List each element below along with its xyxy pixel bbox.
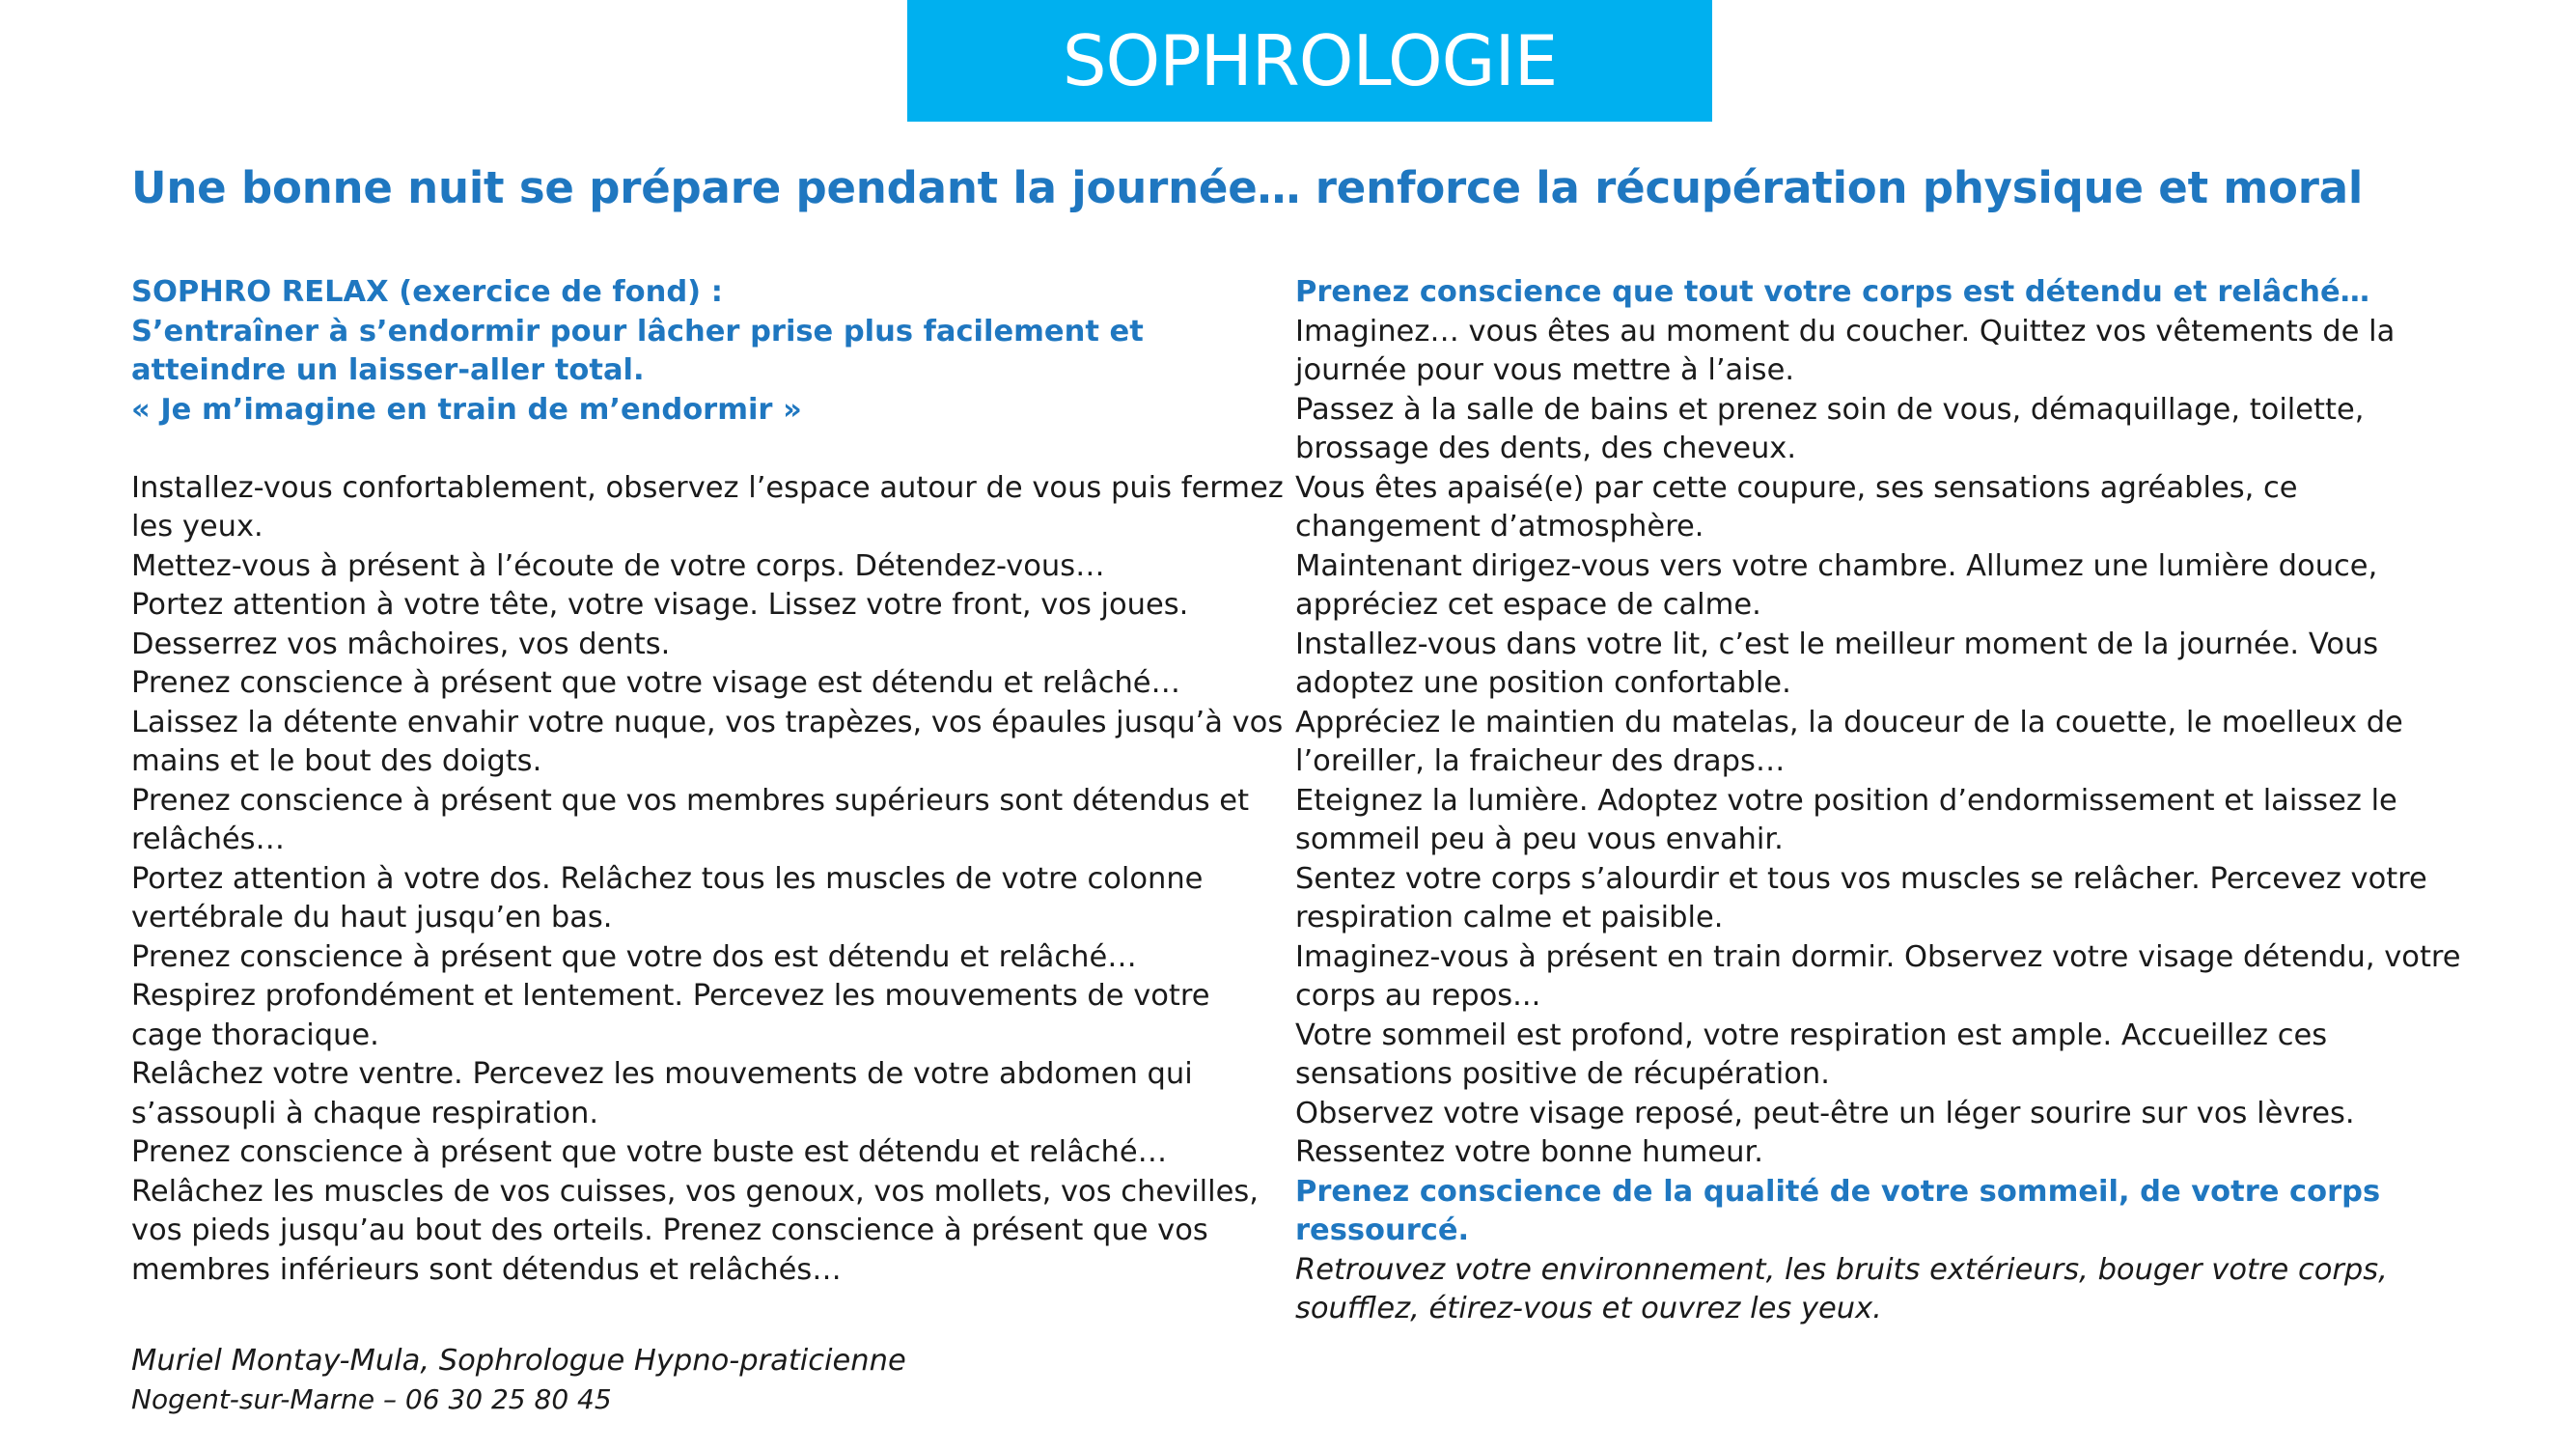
- right-paragraph: Eteignez la lumière. Adoptez votre position d’endormissement et laissez le sommeil peu à peu vous envahir.: [1295, 783, 2397, 856]
- title-banner: [907, 0, 1712, 122]
- left-paragraph: Prenez conscience à présent que votre buste est détendu et relâché…: [131, 1135, 1168, 1169]
- right-closing-heading: Prenez conscience de la qualité de votre sommeil, de votre corps ressourcé.: [1295, 1174, 2381, 1247]
- author-signature: Muriel Montay-Mula, Sophrologue Hypno-praticienne: [131, 1344, 906, 1378]
- left-paragraph: Prenez conscience à présent que votre dos est détendu et relâché…: [131, 939, 1137, 974]
- right-paragraph: Imaginez… vous êtes au moment du coucher. Quittez vos vêtements de la journée pour vous mettre à l’aise.: [1295, 314, 2396, 387]
- left-paragraph: Mettez-vous à présent à l’écoute de votre corps. Détendez-vous…: [131, 548, 1105, 583]
- left-paragraph: Respirez profondément et lentement. Percevez les mouvements de votre cage thoracique.: [131, 979, 1210, 1052]
- right-paragraph: Appréciez le maintien du matelas, la douceur de la couette, le moelleux de l’oreiller, la fraicheur des draps…: [1295, 705, 2403, 778]
- author-contact: Nogent-sur-Marne – 06 30 25 80 45: [131, 1383, 612, 1415]
- left-paragraph: Prenez conscience à présent que votre visage est détendu et relâché…: [131, 666, 1181, 700]
- right-paragraph: Installez-vous dans votre lit, c’est le meilleur moment de la journée. Vous adoptez une position confortable.: [1295, 627, 2379, 700]
- left-column: [131, 273, 1285, 1290]
- left-heading-exercise: SOPHRO RELAX (exercice de fond) :: [131, 275, 723, 309]
- page-subtitle: Une bonne nuit se prépare pendant la journée… renforce la récupération physique et moral: [131, 162, 2364, 213]
- right-paragraph: Passez à la salle de bains et prenez soin de vous, démaquillage, toilette, brossage des dents, des cheveux.: [1295, 392, 2365, 465]
- right-paragraph: Sentez votre corps s’alourdir et tous vos muscles se relâcher. Percevez votre respiration calme et paisible.: [1295, 861, 2427, 934]
- right-paragraph: Vous êtes apaisé(e) par cette coupure, ses sensations agréables, ce changement d’atmosphère.: [1295, 470, 2298, 544]
- left-paragraph: Desserrez vos mâchoires, vos dents.: [131, 627, 671, 661]
- right-paragraph: Observez votre visage reposé, peut-être un léger sourire sur vos lèvres.: [1295, 1096, 2355, 1130]
- left-paragraph: Portez attention à votre tête, votre visage. Lissez votre front, vos joues.: [131, 588, 1189, 622]
- left-paragraph: Installez-vous confortablement, observez l’espace autour de vous puis fermez les yeux.: [131, 470, 1284, 544]
- right-paragraph: Imaginez-vous à présent en train dormir. Observez votre visage détendu, votre corps au repos...: [1295, 939, 2461, 1013]
- left-paragraph: Laissez la détente envahir votre nuque, vos trapèzes, vos épaules jusqu’à vos mains et le bout des doigts.: [131, 705, 1284, 778]
- left-paragraph: Portez attention à votre dos. Relâchez tous les muscles de votre colonne vertébrale du haut jusqu’en bas.: [131, 861, 1204, 934]
- right-paragraph: Votre sommeil est profond, votre respiration est ample. Accueillez ces sensations positive de récupération.: [1295, 1018, 2328, 1091]
- left-heading-quote: « Je m’imagine en train de m’endormir »: [131, 392, 802, 427]
- left-paragraph: Prenez conscience à présent que vos membres supérieurs sont détendus et relâchés…: [131, 783, 1250, 856]
- right-closing-instruction: Retrouvez votre environnement, les bruits extérieurs, bouger votre corps, soufflez, étirez-vous et ouvrez les yeux.: [1295, 1252, 2388, 1325]
- left-paragraph: Relâchez les muscles de vos cuisses, vos genoux, vos mollets, vos chevilles, vos pieds jusqu’au bout des orteils. Prenez conscience à présent que vos membres inférieurs sont détendus et relâchés…: [131, 1174, 1259, 1287]
- left-paragraph: Relâchez votre ventre. Percevez les mouvements de votre abdomen qui s’assoupli à chaque respiration.: [131, 1057, 1193, 1130]
- right-paragraph: Ressentez votre bonne humeur.: [1295, 1135, 1763, 1169]
- spacer: [131, 430, 1285, 469]
- right-column: [1295, 273, 2473, 1329]
- right-paragraph: Maintenant dirigez-vous vers votre chambre. Allumez une lumière douce, appréciez cet espace de calme.: [1295, 548, 2378, 622]
- banner-title: SOPHROLOGIE: [1062, 20, 1558, 101]
- right-heading: Prenez conscience que tout votre corps est détendu et relâché…: [1295, 275, 2370, 309]
- left-heading-goal: S’entraîner à s’endormir pour lâcher prise plus facilement et atteindre un laisser-aller total.: [131, 314, 1144, 387]
